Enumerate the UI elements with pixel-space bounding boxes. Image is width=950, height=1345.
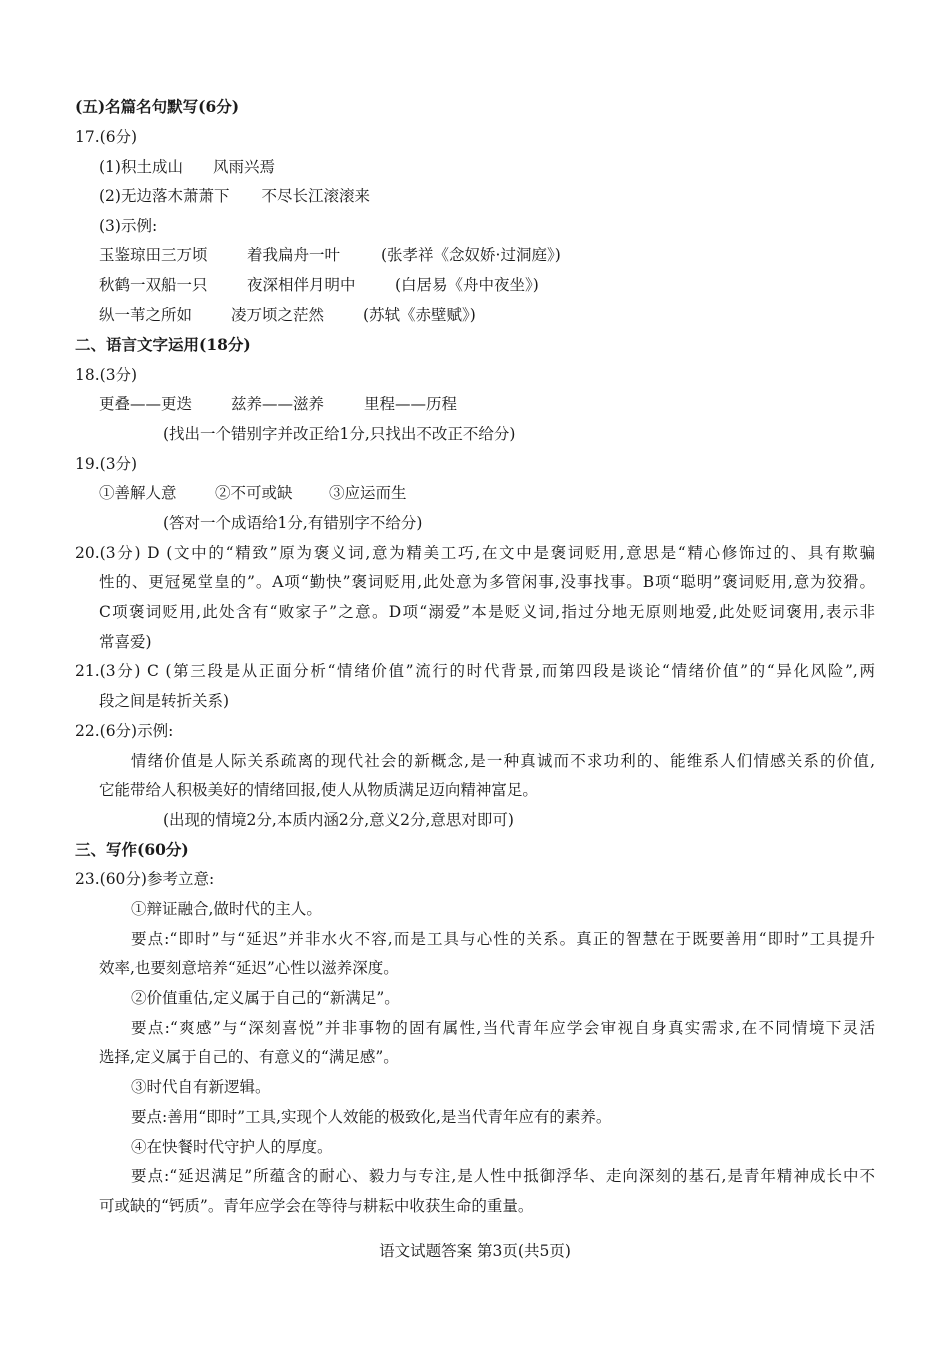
q19-scoring-note: (答对一个成语给1分,有错别字不给分) — [163, 514, 423, 532]
q23-point-3-text: 要点:善用“即时”工具,实现个人效能的极致化,是当代青年应有的素养。 — [131, 1108, 612, 1126]
q17-answer-3-label: (3)示例: — [99, 217, 158, 235]
q23-point-4-text: 要点:“延迟满足”所蕴含的耐心、毅力与专注,是人性中抵御浮华、走向深刻的基石,是青年精神成长中不 — [131, 1167, 875, 1185]
section-3-heading: 三、写作(60分) — [75, 840, 189, 859]
q22-label: 22.(6分)示例: — [75, 722, 174, 740]
section-2-heading: 二、语言文字运用(18分) — [75, 335, 251, 354]
q17-answer-2-part-1: (2)无边落木萧萧下 — [99, 187, 230, 205]
q18-corrections — [99, 393, 457, 415]
q21-answer-line: 21.(3分) C (第三段是从正面分析“情绪价值”流行的时代背景,而第四段是谈论“情绪价值”的“异化风险”,两 — [75, 662, 875, 680]
q18-scoring-note: (找出一个错别字并改正给1分,只找出不改正不给分) — [163, 425, 516, 443]
q22-scoring-note: (出现的情境2分,本质内涵2分,意义2分,意思对即可) — [163, 811, 514, 829]
q19-answers — [99, 482, 407, 504]
q19-label: 19.(3分) — [75, 455, 138, 473]
q22-example-line: 情绪价值是人际关系疏离的现代社会的新概念,是一种真诚而不求功利的、能维系人们情感关系的价值, — [131, 752, 875, 770]
q17-answer-1 — [99, 156, 275, 178]
q17-example-row — [99, 244, 561, 266]
q22-example-line: 它能带给人积极美好的情绪回报,使人从物质满足迈向精神富足。 — [99, 781, 538, 799]
q23-point-2-title: ②价值重估,定义属于自己的“新满足”。 — [131, 989, 400, 1007]
q23-point-1-title: ①辩证融合,做时代的主人。 — [131, 900, 322, 918]
q23-point-4-title: ④在快餐时代守护人的厚度。 — [131, 1138, 333, 1156]
q18-correction-2: 兹养——滋养 — [231, 395, 325, 413]
q23-point-4-text: 可或缺的“钙质”。青年应学会在等待与耕耘中收获生命的重量。 — [99, 1197, 534, 1215]
page-footer: 语文试题答案 第3页(共5页) — [379, 1242, 571, 1260]
q17-example-line-1: 纵一苇之所如 — [99, 306, 193, 324]
q23-point-1-text: 要点:“即时”与“延迟”并非水火不容,而是工具与心性的关系。真正的智慧在于既要善用“即时”工具提升 — [131, 930, 875, 948]
q23-label: 23.(60分)参考立意: — [75, 870, 215, 888]
q23-point-1-text: 效率,也要刻意培养“延迟”心性以滋养深度。 — [99, 959, 399, 977]
q17-example-source: (张孝祥《念奴娇·过洞庭》) — [381, 246, 561, 264]
q21-answer-line: 段之间是转折关系) — [99, 692, 230, 710]
q18-label: 18.(3分) — [75, 366, 138, 384]
q23-point-2-text: 选择,定义属于自己的、有意义的“满足感”。 — [99, 1048, 399, 1066]
q17-example-line-2: 着我扁舟一叶 — [247, 246, 341, 264]
q17-example-line-1: 玉鉴琼田三万顷 — [99, 246, 208, 264]
q17-answer-1-part-1: (1)积土成山 — [99, 158, 183, 176]
q17-answer-2-part-2: 不尽长江滚滚来 — [261, 187, 370, 205]
q17-answer-2 — [99, 185, 370, 207]
q17-example-line-2: 凌万顷之茫然 — [231, 306, 325, 324]
q17-example-line-2: 夜深相伴月明中 — [247, 276, 356, 294]
q17-example-line-1: 秋鹤一双船一只 — [99, 276, 208, 294]
q17-answer-1-part-2: 风雨兴焉 — [212, 158, 275, 176]
q19-answer-3: ③应运而生 — [329, 484, 407, 502]
q17-label: 17.(6分) — [75, 128, 138, 146]
q17-example-source: (白居易《舟中夜坐》) — [395, 276, 539, 294]
q20-answer-line: 常喜爱) — [99, 633, 152, 651]
section-5-heading: (五)名篇名句默写(6分) — [75, 97, 240, 116]
q20-answer-line: 20.(3分) D (文中的“精致”原为褒义词,意为精美工巧,在文中是褒词贬用,意思是“精心修饰过的、具有欺骗 — [75, 544, 875, 562]
q17-example-row — [99, 274, 539, 296]
q18-correction-3: 里程——历程 — [364, 395, 458, 413]
q20-answer-line: 性的、更冠冕堂皇的”。A项“勤快”褒词贬用,此处意为多管闲事,没事找事。B项“聪明”褒词贬用,意为狡猾。 — [99, 573, 875, 591]
q23-point-3-title: ③时代自有新逻辑。 — [131, 1078, 271, 1096]
q19-answer-2: ②不可或缺 — [215, 484, 293, 502]
q23-point-2-text: 要点:“爽感”与“深刻喜悦”并非事物的固有属性,当代青年应学会审视自身真实需求,在不同情境下灵活 — [131, 1019, 875, 1037]
q17-example-row — [99, 304, 476, 326]
q19-answer-1: ①善解人意 — [99, 484, 177, 502]
q18-correction-1: 更叠——更迭 — [99, 395, 193, 413]
q20-answer-line: C项褒词贬用,此处含有“败家子”之意。D项“溺爱”本是贬义词,指过分地无原则地爱,此处贬词褒用,表示非 — [99, 603, 875, 621]
q17-example-source: (苏轼《赤壁赋》) — [363, 306, 476, 324]
